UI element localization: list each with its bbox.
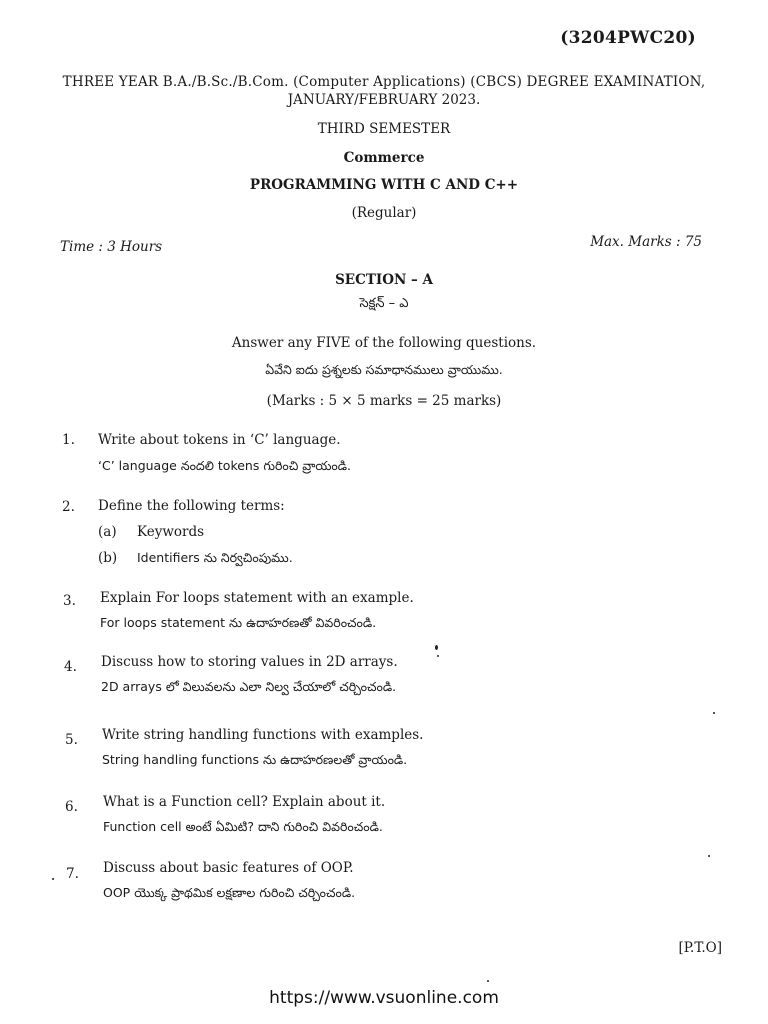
subpart-label: (b) <box>98 550 118 566</box>
question-number: 1. <box>62 432 75 448</box>
question-text-telugu: 2D arrays లో విలువలను ఎలా నిల్వ చేయాలో చర్చించండి. <box>101 679 397 694</box>
scan-speck <box>487 980 489 982</box>
question-text-telugu: Function cell అంటే ఏమిటి? దాని గురించి వివరించండి. <box>103 819 383 834</box>
question-text: Discuss how to storing values in 2D arrays. <box>101 654 398 670</box>
section-marks: (Marks : 5 × 5 marks = 25 marks) <box>266 393 502 409</box>
question-text: Write string handling functions with examples. <box>102 727 424 743</box>
semester: THIRD SEMESTER <box>317 121 451 137</box>
scan-speck <box>435 645 438 650</box>
question-number: 3. <box>63 593 76 609</box>
subject: Commerce <box>343 150 425 166</box>
section-title-telugu: సెక్షన్ – ఎ <box>359 296 409 311</box>
footer-url[interactable]: https://www.vsuonline.com <box>269 988 499 1008</box>
question-text: What is a Function cell? Explain about it. <box>103 794 386 810</box>
question-number: 4. <box>64 659 77 675</box>
question-text: Write about tokens in ‘C’ language. <box>98 432 341 448</box>
section-instruction-telugu: ఏవేని ఐదు ప్రశ్నలకు సమాధానములు వ్రాయుము. <box>265 362 503 377</box>
paper-title: PROGRAMMING WITH C AND C++ <box>249 177 519 193</box>
question-number: 5. <box>65 732 78 748</box>
scan-speck <box>52 878 54 880</box>
question-text-telugu: String handling functions ను ఉదాహరణలతో వ్రాయండి. <box>102 752 408 767</box>
exam-title-line2: JANUARY/FEBRUARY 2023. <box>287 92 481 108</box>
exam-title-line1: THREE YEAR B.A./B.Sc./B.Com. (Computer Applications) (CBCS) DEGREE EXAMINATION, <box>62 74 706 90</box>
section-instruction: Answer any FIVE of the following questions. <box>231 335 537 351</box>
scan-speck <box>713 712 715 714</box>
question-text-telugu: For loops statement ను ఉదాహరణతో వివరించండి. <box>100 615 377 630</box>
max-marks: Max. Marks : 75 <box>590 234 702 250</box>
subpart-text: Identifiers ను నిర్వచింపుము. <box>137 550 293 565</box>
question-text-telugu: ‘C’ language నందలి tokens గురించి వ్రాయండి. <box>98 458 351 473</box>
question-number: 2. <box>62 499 75 515</box>
scan-speck <box>437 655 439 657</box>
question-text: Explain For loops statement with an example. <box>100 590 414 606</box>
question-text: Define the following terms: <box>98 498 285 514</box>
exam-type: (Regular) <box>351 205 417 221</box>
please-turn-over: [P.T.O] <box>678 940 722 956</box>
question-text-telugu: OOP యొక్క ప్రాథమిక లక్షణాల గురించి చర్చించండి. <box>103 885 356 900</box>
paper-code: (3204PWC20) <box>560 28 696 48</box>
subpart-label: (a) <box>98 524 117 540</box>
question-number: 6. <box>65 799 78 815</box>
question-number: 7. <box>66 866 79 882</box>
section-title: SECTION – A <box>335 272 433 288</box>
scan-speck <box>708 855 710 857</box>
question-text: Discuss about basic features of OOP. <box>103 860 354 876</box>
time-allowed: Time : 3 Hours <box>60 239 163 255</box>
subpart-text: Keywords <box>137 524 205 540</box>
